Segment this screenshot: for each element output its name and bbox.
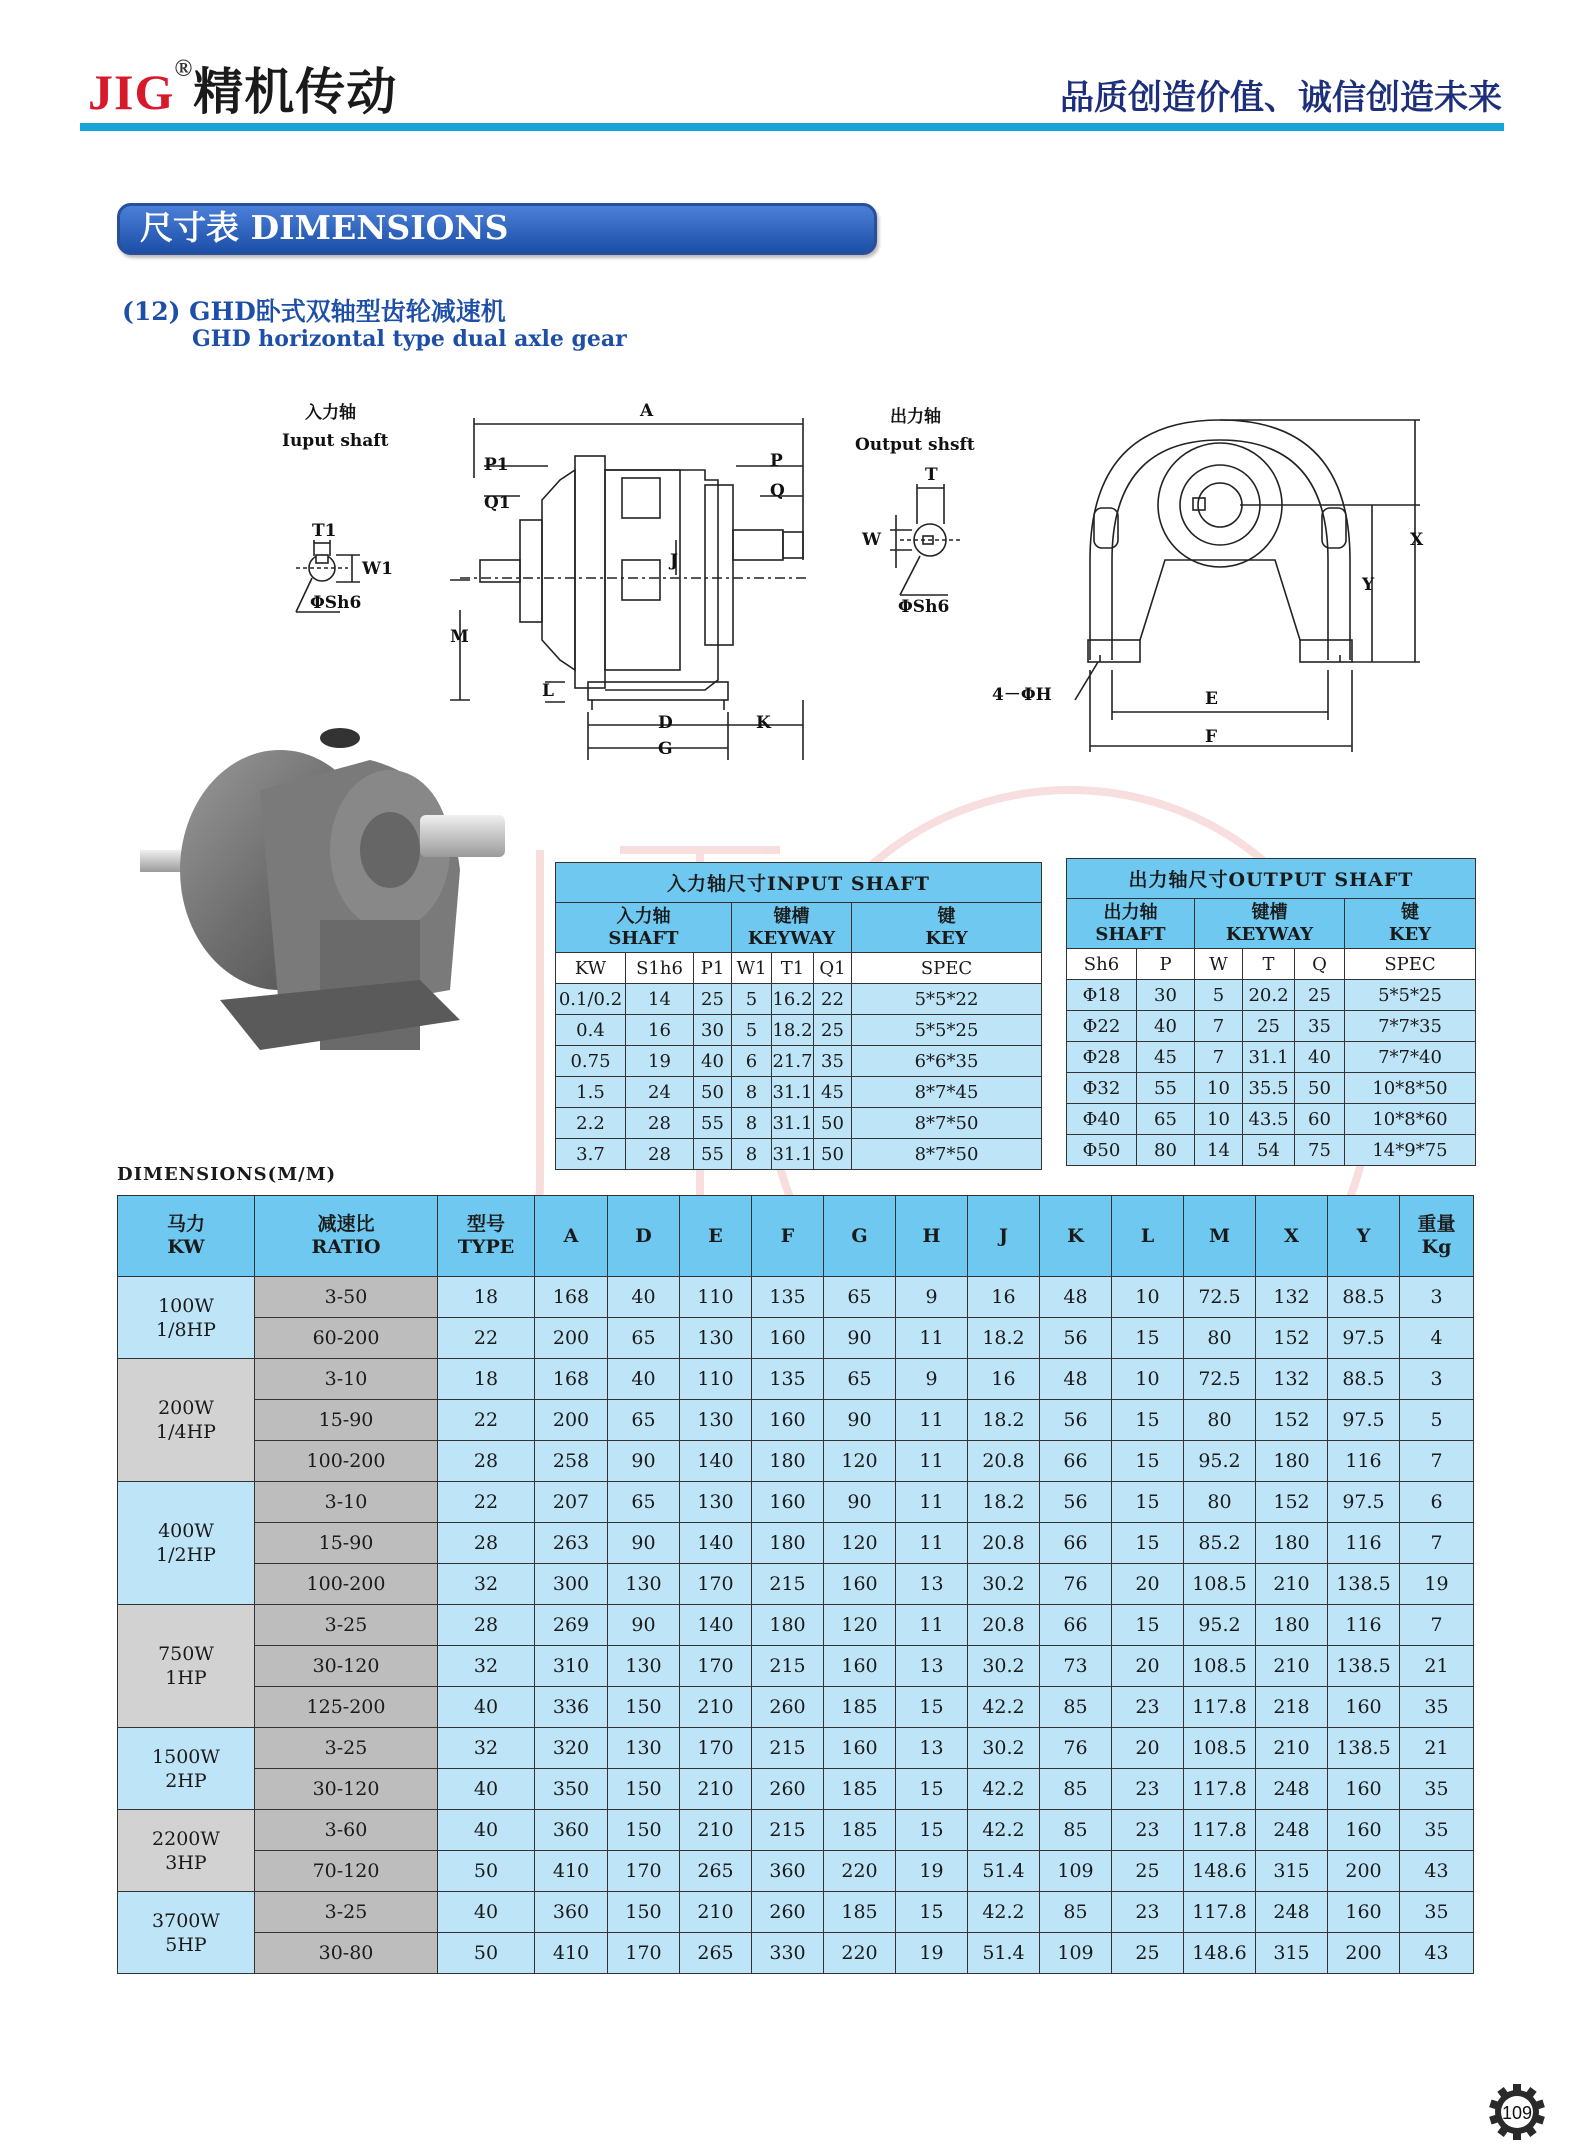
dim-W: W [862, 530, 882, 550]
output-col-headers: Sh6 P W T Q SPEC [1067, 949, 1476, 980]
kw-cell: 2200W 3HP [118, 1810, 255, 1892]
table-row: 100-200 32 300 130 170 215 160 13 30.2 76 20 108.5 210 138.5 19 [118, 1564, 1474, 1605]
output-shaft-cn-label: 出力轴 [890, 407, 941, 427]
table-row: 1500W 2HP 3-25 32 320 130 170 215 160 13 30.2 76 20 108.5 210 138.5 21 [118, 1728, 1474, 1769]
dim-Sh6-output: ΦSh6 [898, 597, 950, 617]
dim-header: K [1040, 1196, 1112, 1277]
dim-D: D [658, 713, 673, 733]
output-group-shaft: 出力轴 SHAFT [1067, 899, 1195, 949]
table-row: 2200W 3HP 3-60 40 360 150 210 215 185 15 42.2 85 23 117.8 248 160 35 [118, 1810, 1474, 1851]
kw-cell: 100W 1/8HP [118, 1277, 255, 1359]
input-group-key: 键 KEY [852, 903, 1042, 953]
table-row: 15-90 28 263 90 140 180 120 11 20.8 66 15 85.2 180 116 7 [118, 1523, 1474, 1564]
dimensions-table [117, 1195, 1474, 1974]
dim-header: F [752, 1196, 824, 1277]
dim-Y: Y [1362, 575, 1375, 595]
dim-P1: P1 [484, 455, 509, 475]
dim-J: J [670, 551, 679, 571]
table-row: 3700W 5HP 3-25 40 360 150 210 260 185 15 42.2 85 23 117.8 248 160 35 [118, 1892, 1474, 1933]
input-shaft-row: 3.7 28 55 8 31.1 50 8*7*50 [556, 1139, 1042, 1170]
dimension-drawing [0, 0, 1586, 780]
slogan: 品质创造价值、诚信创造未来 [1060, 78, 1502, 118]
input-group-keyway: 键槽 KEYWAY [732, 903, 852, 953]
kw-cell: 200W 1/4HP [118, 1359, 255, 1482]
output-shaft-row: Φ50 80 14 54 75 14*9*75 [1067, 1135, 1476, 1166]
input-shaft-cn-label: 入力轴 [305, 403, 356, 423]
kw-cell: 1500W 2HP [118, 1728, 255, 1810]
dim-G: G [658, 739, 673, 759]
input-shaft-row: 2.2 28 55 8 31.1 50 8*7*50 [556, 1108, 1042, 1139]
dim-K: K [756, 713, 771, 733]
output-shaft-row: Φ22 40 7 25 35 7*7*35 [1067, 1011, 1476, 1042]
output-shaft-title: 出力轴尺寸OUTPUT SHAFT [1067, 859, 1476, 899]
dim-A: A [640, 401, 654, 421]
dim-L: L [542, 681, 554, 701]
table-row: 100W 1/8HP 3-50 18 168 40 110 135 65 9 16 48 10 72.5 132 88.5 3 [118, 1277, 1474, 1318]
dim-header: H [896, 1196, 968, 1277]
output-shaft-table [1066, 858, 1476, 1166]
dim-header: 马力 KW [118, 1196, 255, 1277]
dim-P: P [770, 451, 783, 471]
dim-E: E [1205, 689, 1218, 709]
dim-header: 型号 TYPE [438, 1196, 535, 1277]
dim-header: 重量 Kg [1400, 1196, 1474, 1277]
page-number: 109 [1501, 2103, 1533, 2123]
dim-header: 减速比 RATIO [255, 1196, 438, 1277]
kw-cell: 400W 1/2HP [118, 1482, 255, 1605]
output-shaft-row: Φ28 45 7 31.1 40 7*7*40 [1067, 1042, 1476, 1073]
input-shaft-row: 0.75 19 40 6 21.7 35 6*6*35 [556, 1046, 1042, 1077]
dim-X: X [1410, 530, 1424, 550]
dim-T: T [925, 465, 938, 485]
dim-header: G [824, 1196, 896, 1277]
dim-M: M [450, 627, 469, 647]
dim-header: E [680, 1196, 752, 1277]
section-banner: 尺寸表 DIMENSIONS [117, 203, 877, 255]
kw-cell: 750W 1HP [118, 1605, 255, 1728]
gear-reducer-photo [130, 720, 530, 1100]
table-row: 30-80 50 410 170 265 330 220 19 51.4 109 25 148.6 315 200 43 [118, 1933, 1474, 1974]
dim-header: L [1112, 1196, 1184, 1277]
output-group-keyway: 键槽 KEYWAY [1195, 899, 1345, 949]
table-row: 750W 1HP 3-25 28 269 90 140 180 120 11 20.8 66 15 95.2 180 116 7 [118, 1605, 1474, 1646]
dim-header: X [1256, 1196, 1328, 1277]
input-shaft-en-label: Iuput shaft [282, 431, 389, 451]
dim-Sh6-input: ΦSh6 [310, 593, 362, 613]
output-group-key: 键 KEY [1345, 899, 1476, 949]
table-row: 60-200 22 200 65 130 160 90 11 18.2 56 15 80 152 97.5 4 [118, 1318, 1474, 1359]
dim-W1: W1 [362, 559, 393, 579]
brand-logo: JIG®精机传动 [88, 56, 398, 120]
output-shaft-en-label: Output shsft [855, 435, 975, 455]
dim-header: J [968, 1196, 1040, 1277]
dim-H: 4－ΦH [992, 685, 1052, 705]
table-row: 200W 1/4HP 3-10 18 168 40 110 135 65 9 16 48 10 72.5 132 88.5 3 [118, 1359, 1474, 1400]
output-shaft-row: Φ18 30 5 20.2 25 5*5*25 [1067, 980, 1476, 1011]
kw-cell: 3700W 5HP [118, 1892, 255, 1974]
input-col-headers: KW S1h6 P1 W1 T1 Q1 SPEC [556, 953, 1042, 984]
input-shaft-row: 1.5 24 50 8 31.1 45 8*7*45 [556, 1077, 1042, 1108]
dim-header: M [1184, 1196, 1256, 1277]
table-row: 15-90 22 200 65 130 160 90 11 18.2 56 15 80 152 97.5 5 [118, 1400, 1474, 1441]
page-number-badge [1487, 2082, 1547, 2142]
input-shaft-title: 入力轴尺寸INPUT SHAFT [556, 863, 1042, 903]
input-shaft-row: 0.1/0.2 14 25 5 16.2 22 5*5*22 [556, 984, 1042, 1015]
dimensions-label: DIMENSIONS(M/M) [117, 1164, 337, 1185]
dim-Q: Q [770, 481, 785, 501]
input-group-shaft: 入力轴 SHAFT [556, 903, 732, 953]
input-shaft-row: 0.4 16 30 5 18.2 25 5*5*25 [556, 1015, 1042, 1046]
dim-header: D [608, 1196, 680, 1277]
table-row: 70-120 50 410 170 265 360 220 19 51.4 109 25 148.6 315 200 43 [118, 1851, 1474, 1892]
table-row: 30-120 40 350 150 210 260 185 15 42.2 85 23 117.8 248 160 35 [118, 1769, 1474, 1810]
dim-F: F [1205, 727, 1218, 747]
dim-header: Y [1328, 1196, 1400, 1277]
dim-Q1: Q1 [484, 493, 511, 513]
dim-header: A [535, 1196, 608, 1277]
table-row: 125-200 40 336 150 210 260 185 15 42.2 85 23 117.8 218 160 35 [118, 1687, 1474, 1728]
section-subtitle-en: GHD horizontal type dual axle gear [192, 326, 627, 352]
output-shaft-row: Φ32 55 10 35.5 50 10*8*50 [1067, 1073, 1476, 1104]
output-shaft-row: Φ40 65 10 43.5 60 10*8*60 [1067, 1104, 1476, 1135]
table-row: 400W 1/2HP 3-10 22 207 65 130 160 90 11 18.2 56 15 80 152 97.5 6 [118, 1482, 1474, 1523]
table-row: 30-120 32 310 130 170 215 160 13 30.2 73 20 108.5 210 138.5 21 [118, 1646, 1474, 1687]
input-shaft-table [555, 862, 1042, 1170]
dim-T1: T1 [312, 521, 337, 541]
table-row: 100-200 28 258 90 140 180 120 11 20.8 66 15 95.2 180 116 7 [118, 1441, 1474, 1482]
section-subtitle-cn: (12) GHD卧式双轴型齿轮减速机 [122, 297, 506, 326]
